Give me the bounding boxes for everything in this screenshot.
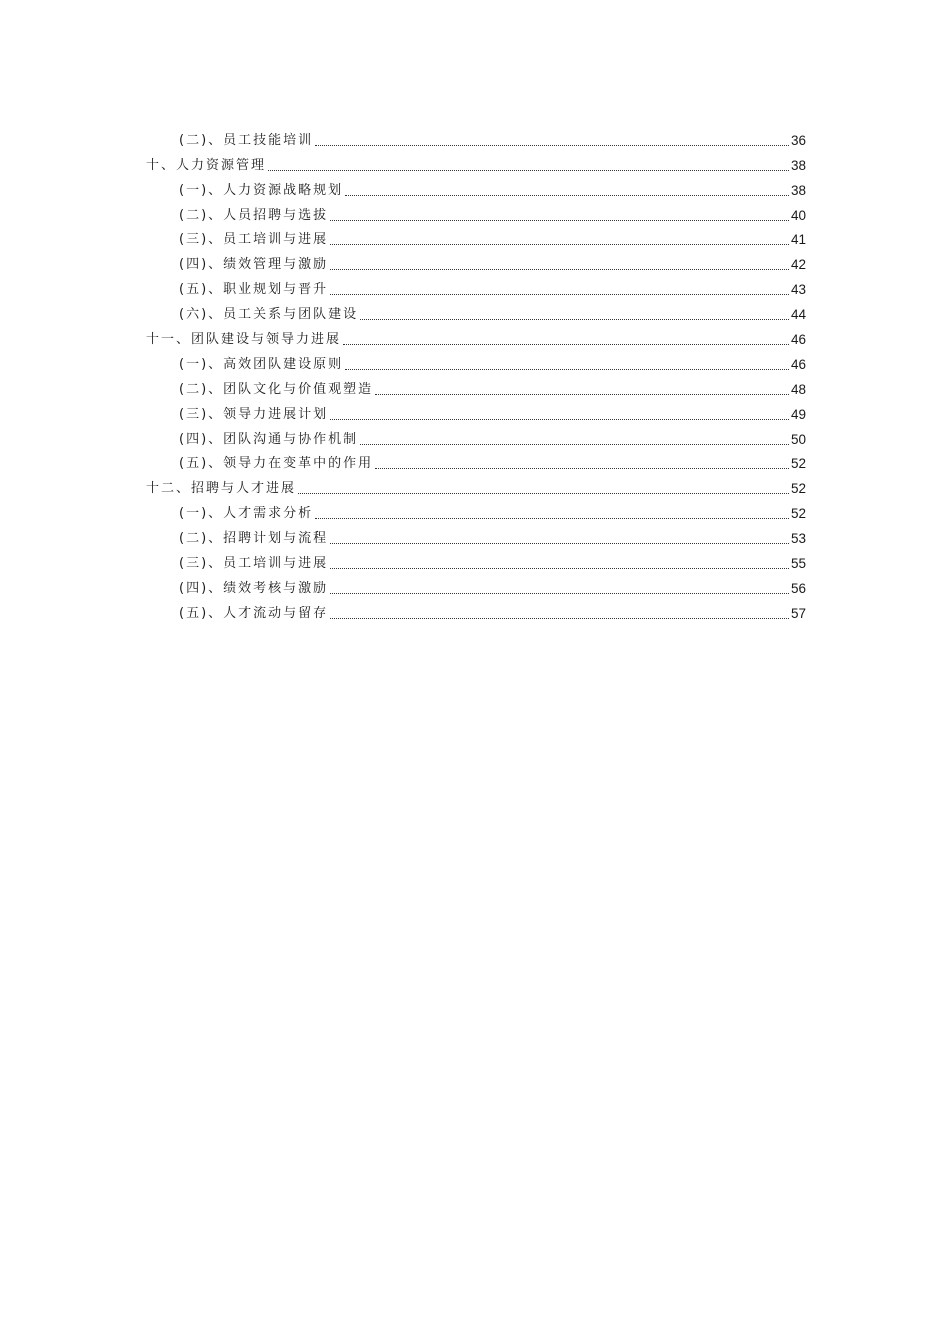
toc-dot-leader [315,145,789,146]
toc-entry-title: (三)、员工培训与进展 [179,556,329,572]
toc-entry-title: 十二、招聘与人才进展 [146,481,297,497]
toc-entry-title: (五)、人才流动与留存 [179,605,329,621]
toc-dot-leader [345,369,789,370]
toc-section-entry[interactable] [146,249,806,274]
toc-page-number: 52 [790,481,806,497]
toc-section-entry[interactable] [146,125,806,150]
toc-page-number: 44 [790,307,806,323]
toc-page-number: 46 [790,332,806,348]
toc-dot-leader [330,568,789,569]
toc-entry-title: (一)、高效团队建设原则 [179,356,344,372]
toc-page-number: 46 [790,356,806,372]
toc-entry-title: (四)、团队沟通与协作机制 [179,431,359,447]
toc-section-entry[interactable] [146,399,806,424]
toc-page-number: 42 [790,257,806,273]
toc-dot-leader [330,220,789,221]
toc-section-entry[interactable] [146,523,806,548]
toc-page-number: 41 [790,232,806,248]
toc-dot-leader [360,319,789,320]
toc-section-entry[interactable] [146,498,806,523]
toc-entry-title: (一)、人才需求分析 [179,506,314,522]
toc-entry-title: (四)、绩效管理与激励 [179,257,329,273]
toc-entry-title: 十、人力资源管理 [146,157,267,173]
toc-page-number: 38 [790,157,806,173]
toc-section-entry[interactable] [146,274,806,299]
toc-section-entry[interactable] [146,449,806,474]
toc-page-number: 40 [790,207,806,223]
toc-section-entry[interactable] [146,424,806,449]
toc-entry-title: (二)、招聘计划与流程 [179,531,329,547]
toc-page-number: 49 [790,406,806,422]
toc-dot-leader [330,593,789,594]
toc-page-number: 43 [790,282,806,298]
toc-dot-leader [330,543,789,544]
toc-entry-title: (三)、员工培训与进展 [179,232,329,248]
toc-dot-leader [375,468,789,469]
toc-entry-title: (二)、人员招聘与选拔 [179,207,329,223]
toc-dot-leader [330,244,789,245]
toc-page-number: 38 [790,182,806,198]
toc-entry-title: 十一、团队建设与领导力进展 [146,332,342,348]
toc-page-number: 56 [790,580,806,596]
toc-page-number: 55 [790,556,806,572]
toc-dot-leader [330,618,789,619]
toc-page-number: 57 [790,605,806,621]
table-of-contents [146,125,806,623]
toc-chapter-entry[interactable] [146,150,806,175]
toc-dot-leader [345,195,789,196]
toc-section-entry[interactable] [146,548,806,573]
toc-dot-leader [330,294,789,295]
toc-section-entry[interactable] [146,598,806,623]
toc-entry-title: (五)、职业规划与晋升 [179,282,329,298]
toc-page-number: 52 [790,456,806,472]
toc-entry-title: (四)、绩效考核与激励 [179,580,329,596]
toc-dot-leader [298,493,789,494]
toc-section-entry[interactable] [146,349,806,374]
toc-page-number: 52 [790,506,806,522]
toc-section-entry[interactable] [146,175,806,200]
toc-dot-leader [360,444,789,445]
toc-entry-title: (五)、领导力在变革中的作用 [179,456,374,472]
toc-entry-title: (二)、团队文化与价值观塑造 [179,381,374,397]
toc-dot-leader [268,170,789,171]
toc-page-number: 48 [790,381,806,397]
toc-entry-title: (二)、员工技能培训 [179,132,314,148]
toc-entry-title: (三)、领导力进展计划 [179,406,329,422]
toc-dot-leader [330,269,789,270]
toc-section-entry[interactable] [146,374,806,399]
toc-dot-leader [343,344,789,345]
toc-chapter-entry[interactable] [146,473,806,498]
toc-dot-leader [315,518,789,519]
toc-page-number: 53 [790,531,806,547]
toc-section-entry[interactable] [146,573,806,598]
toc-section-entry[interactable] [146,200,806,225]
toc-section-entry[interactable] [146,225,806,250]
toc-chapter-entry[interactable] [146,324,806,349]
toc-page-number: 36 [790,132,806,148]
toc-page-number: 50 [790,431,806,447]
toc-entry-title: (一)、人力资源战略规划 [179,182,344,198]
toc-dot-leader [330,419,789,420]
toc-dot-leader [375,394,789,395]
toc-section-entry[interactable] [146,299,806,324]
toc-entry-title: (六)、员工关系与团队建设 [179,307,359,323]
